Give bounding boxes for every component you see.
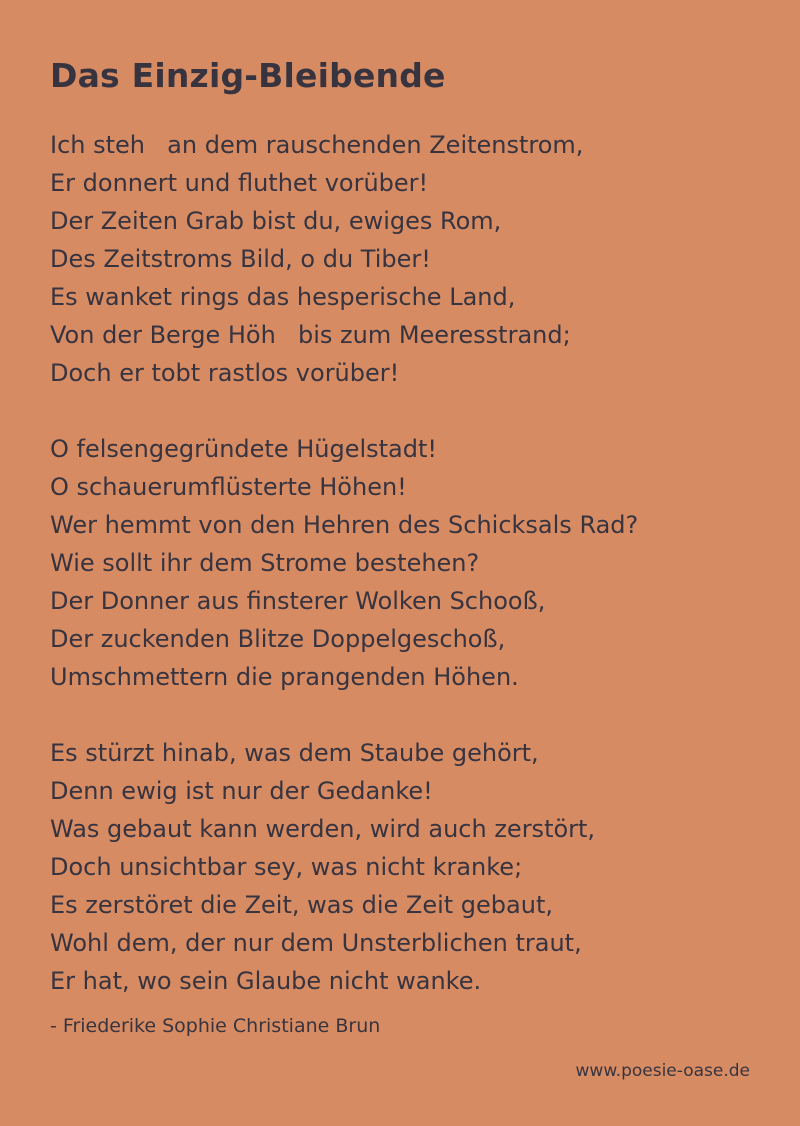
poem-author: - Friederike Sophie Christiane Brun: [50, 1015, 381, 1037]
poem-line: Wie sollt ihr dem Strome bestehen?: [50, 549, 480, 577]
poem-line: Was gebaut kann werden, wird auch zerstört,: [50, 815, 596, 843]
poem-line: Wer hemmt von den Hehren des Schicksals Rad?: [50, 511, 639, 539]
poem-line: Der Donner aus finsterer Wolken Schooß,: [50, 587, 546, 615]
poem-line: Der zuckenden Blitze Doppelgeschoß,: [50, 625, 506, 653]
poem-line: Von der Berge Höh bis zum Meeresstrand;: [50, 321, 571, 349]
stanza-1: [50, 126, 770, 392]
poem-line: Es stürzt hinab, was dem Staube gehört,: [50, 739, 539, 767]
poem-line: Er donnert und fluthet vorüber!: [50, 169, 429, 197]
poem-line: Er hat, wo sein Glaube nicht wanke.: [50, 967, 482, 995]
poem-line: Es zerstöret die Zeit, was die Zeit gebaut,: [50, 891, 553, 919]
stanza-2: [50, 430, 770, 696]
poem-line: Denn ewig ist nur der Gedanke!: [50, 777, 433, 805]
poem-body: [50, 126, 770, 1038]
poem-title: Das Einzig-Bleibende: [50, 56, 446, 95]
poem-line: Doch unsichtbar sey, was nicht kranke;: [50, 853, 523, 881]
poem-line: O felsengegründete Hügelstadt!: [50, 435, 438, 463]
stanza-3: [50, 734, 770, 1000]
website-link[interactable]: www.poesie-oase.de: [575, 1061, 750, 1081]
poem-line: Umschmettern die prangenden Höhen.: [50, 663, 519, 691]
poem-line: O schauerumflüsterte Höhen!: [50, 473, 407, 501]
poem-line: Doch er tobt rastlos vorüber!: [50, 359, 400, 387]
poem-line: Ich steh an dem rauschenden Zeitenstrom,: [50, 131, 584, 159]
poem-line: Des Zeitstroms Bild, o du Tiber!: [50, 245, 431, 273]
poem-line: Es wanket rings das hesperische Land,: [50, 283, 516, 311]
poem-line: Wohl dem, der nur dem Unsterblichen traut,: [50, 929, 582, 957]
poem-line: Der Zeiten Grab bist du, ewiges Rom,: [50, 207, 502, 235]
